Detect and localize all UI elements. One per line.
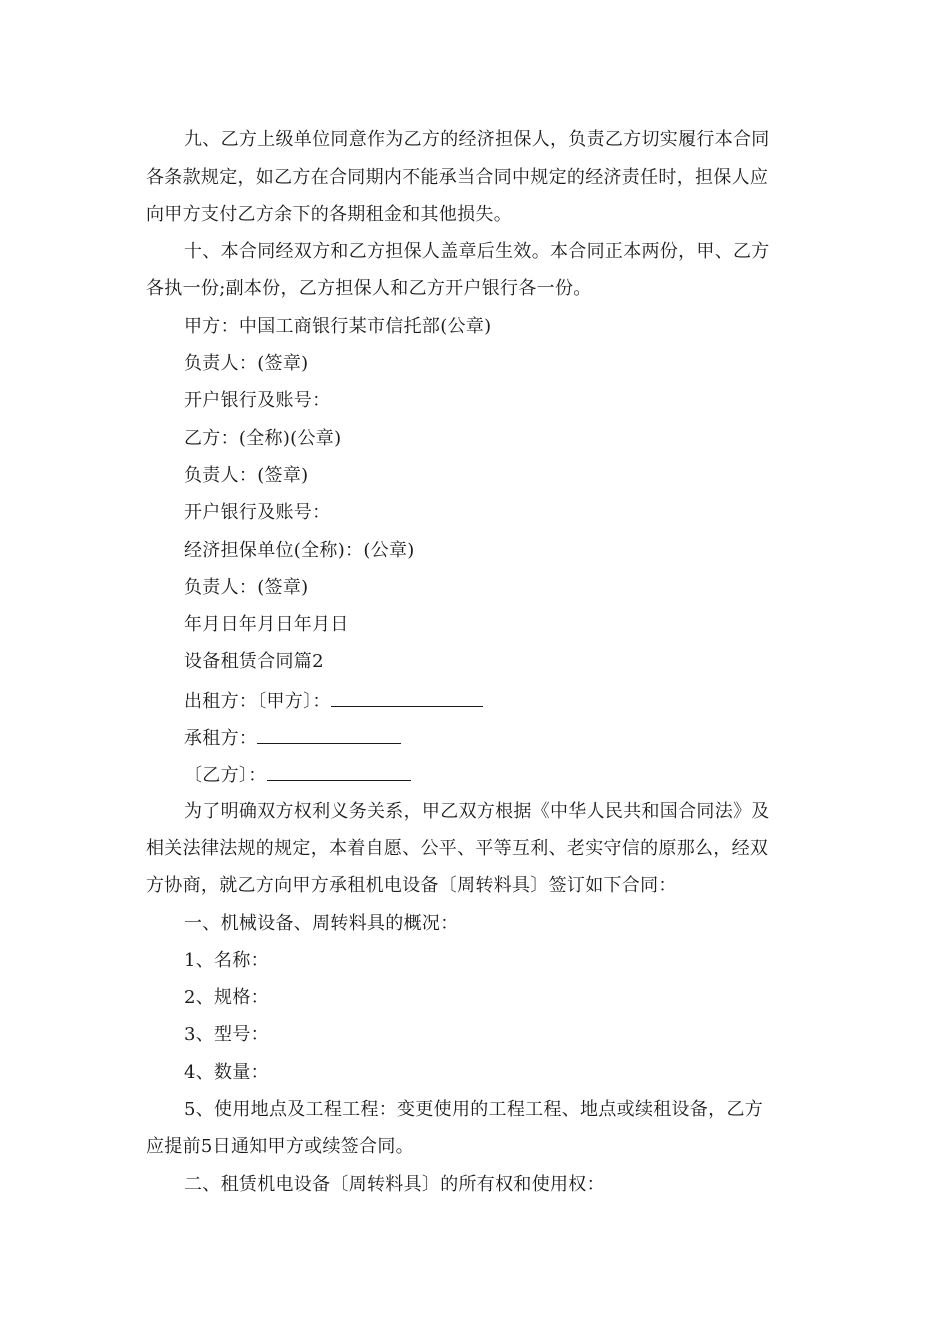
item-model: 3、型号： [184, 1024, 269, 1045]
lessor-label: 出租方：〔甲方〕： [184, 691, 331, 712]
intro-line1: 为了明确双方权利义务关系，甲乙双方根据《中华人民共和国合同法》及 [184, 801, 770, 822]
guarantor: 经济担保单位(全称)：(公章) [184, 540, 415, 561]
party-a-bank: 开户银行及账号： [184, 390, 331, 411]
party-b-line [184, 762, 411, 788]
intro-line3: 方协商，就乙方向甲方承租机电设备〔周转料具〕签订如下合同： [146, 875, 677, 896]
lessor-line [184, 688, 483, 714]
party-a-rep: 负责人：(签章) [184, 353, 309, 374]
signature-dates: 年月日年月日年月日 [184, 614, 349, 635]
section1-heading: 一、机械设备、周转料具的概况： [184, 913, 459, 934]
lessee-label: 承租方： [184, 728, 258, 749]
item5-line2: 应提前5日通知甲方或续签合同。 [146, 1136, 414, 1157]
section2-heading: 二、租赁机电设备〔周转料具〕的所有权和使用权： [184, 1174, 605, 1195]
para10-line1: 十、本合同经双方和乙方担保人盖章后生效。本合同正本两份，甲、乙方 [184, 241, 770, 262]
item-spec: 2、规格： [184, 987, 269, 1008]
para9-line2: 各条款规定，如乙方在合同期内不能承当合同中规定的经济责任时，担保人应 [146, 167, 769, 188]
para10-line2: 各执一份;副本份，乙方担保人和乙方开户银行各一份。 [146, 278, 592, 299]
party-b-rep: 负责人：(签章) [184, 465, 309, 486]
item5-line1: 5、使用地点及工程工程：变更使用的工程工程、地点或续租设备，乙方 [184, 1099, 764, 1120]
party-b: 乙方：(全称)(公章) [184, 428, 342, 449]
party-b-bank: 开户银行及账号： [184, 502, 331, 523]
item-name: 1、名称： [184, 950, 269, 971]
intro-line2: 相关法律法规的规定，本着自愿、公平、平等互利、老实守信的原那么，经双 [146, 838, 769, 859]
party-a: 甲方：中国工商银行某市信托部(公章) [184, 316, 492, 337]
section-heading: 设备租赁合同篇2 [184, 651, 324, 672]
lessee-blank [257, 725, 401, 744]
party-b-blank [267, 762, 411, 781]
lessee-line [184, 725, 401, 751]
item-quantity: 4、数量： [184, 1062, 269, 1083]
lessor-blank [331, 688, 483, 707]
para9-line3: 向甲方支付乙方余下的各期租金和其他损失。 [146, 204, 512, 225]
para9-line1: 九、乙方上级单位同意作为乙方的经济担保人，负责乙方切实履行本合同 [184, 129, 770, 150]
party-b-label: 〔乙方〕： [184, 765, 267, 786]
guarantor-rep: 负责人：(签章) [184, 577, 309, 598]
